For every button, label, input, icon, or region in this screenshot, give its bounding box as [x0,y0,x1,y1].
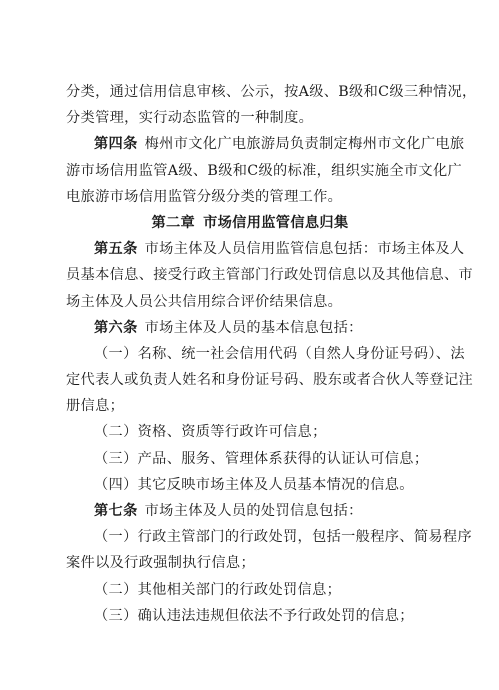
paragraph-line: 分类管理，实行动态监管的一种制度。 [66,110,314,127]
document-page [66,79,477,629]
article-number: 第四条 [94,136,138,153]
list-item-line: （四）其它反映市场主体及人员基本情况的信息。 [94,476,414,493]
list-item-line: （三）产品、服务、管理体系获得的认证认可信息； [94,450,429,467]
article-text: 市场主体及人员的处罚信息包括： [144,503,363,519]
article-text: 市场主体及人员信用监管信息包括：市场主体及人 [144,241,465,258]
list-item-line: （二）资格、资质等行政许可信息； [94,424,327,441]
article-7-line [66,498,434,524]
article-number: 第五条 [94,241,138,258]
list-item-line: （三）确认违法违规但依法不予行政处罚的信息； [94,607,414,624]
chapter-title: 市场信用监管信息归集 [203,214,349,231]
paragraph-line: 电旅游市场信用监管分级分类的管理工作。 [66,188,343,205]
paragraph-line: 分类，通过信用信息审核、公示，按A级、B级和C级三种情况， [66,84,477,100]
article-6-line [66,315,434,341]
article-5-line [66,236,465,262]
chapter-number: 第二章 [151,214,196,231]
article-4-line [66,131,465,157]
article-number: 第六条 [94,319,138,336]
list-item-line: （一）名称、统一社会信用代码（自然人身份证号码）、法 [94,345,465,362]
list-item-line: （一）行政主管部门的行政处罚，包括一般程序、简易程序 [94,529,472,546]
list-item-line: （二）其他相关部门的行政处罚信息； [94,581,342,598]
chapter-heading [66,210,434,236]
paragraph-line: 册信息； [66,398,125,415]
paragraph-line: 场主体及人员公共信用综合评价结果信息。 [66,293,343,310]
paragraph-line: 案件以及行政强制执行信息； [66,555,255,572]
paragraph-line: 定代表人或负责人姓名和身份证号码、股东或者合伙人等登记注 [66,372,474,389]
article-text: 市场主体及人员的基本信息包括： [144,319,363,336]
article-text: 梅州市文化广电旅游局负责制定梅州市文化广电旅 [144,136,465,153]
paragraph-line: 员基本信息、接受行政主管部门行政处罚信息以及其他信息、市 [66,267,474,284]
paragraph-line: 游市场信用监管A级、B级和C级的标准，组织实施全市文化广 [66,162,463,179]
article-number: 第七条 [94,503,138,519]
